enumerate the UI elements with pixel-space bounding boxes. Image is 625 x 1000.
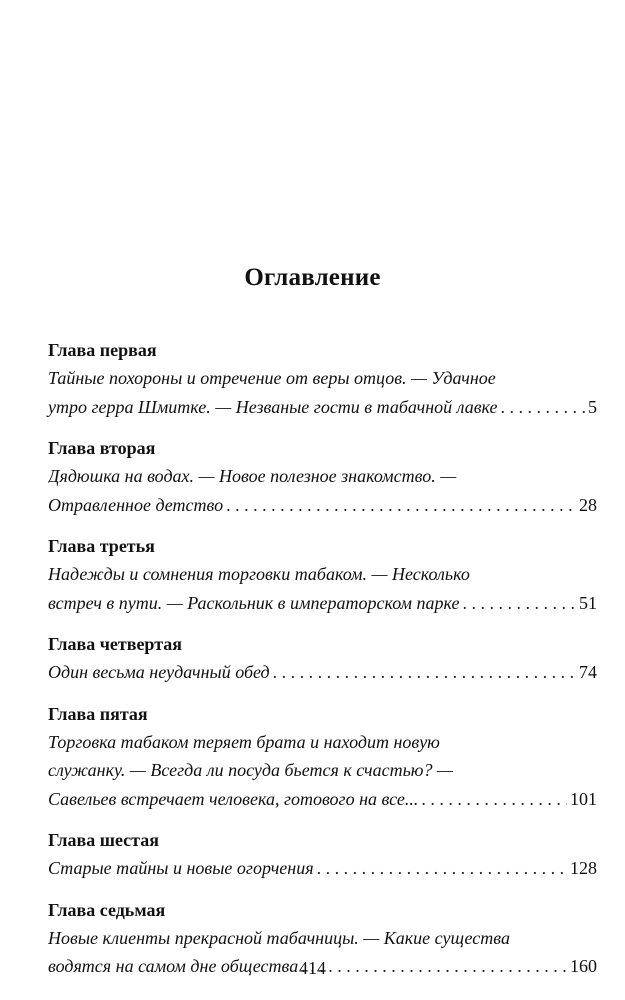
chapter-summary-text: встреч в пути. — Раскольник в императорском парке	[48, 592, 460, 613]
chapter-page-number: 74	[579, 662, 597, 682]
chapter-summary-line: Новые клиенты прекрасной табачницы. — Какие существа	[48, 927, 510, 948]
chapter-summary-text: Савельев встречает человека, готового на все...	[48, 788, 419, 809]
toc-entry-chapter-6	[48, 826, 597, 883]
chapter-heading: Глава вторая	[48, 438, 156, 458]
chapter-page-number: 51	[579, 592, 597, 613]
toc-entry-chapter-5	[48, 700, 597, 814]
chapter-summary-last-line	[48, 854, 597, 883]
chapter-summary-line: Дядюшка на водах. — Новое полезное знакомство. —	[48, 466, 457, 486]
chapter-page-number: 101	[570, 788, 597, 809]
dot-leader	[501, 393, 585, 422]
chapter-summary-text: Отравленное детство	[48, 494, 224, 515]
chapter-heading: Глава шестая	[48, 830, 159, 850]
toc-entry-chapter-3	[48, 532, 597, 617]
chapter-summary-last-line	[48, 589, 597, 618]
chapter-page-number: 28	[579, 494, 597, 515]
chapter-summary-last-line	[48, 785, 597, 814]
chapter-heading: Глава первая	[48, 340, 157, 360]
chapter-heading: Глава третья	[48, 536, 155, 556]
chapter-summary-text: утро герра Шмитке. — Незваные гости в табачной лавке	[48, 396, 498, 417]
chapter-summary-line: служанку. — Всегда ли посуда бьется к счастью? —	[48, 760, 453, 780]
chapter-heading: Глава пятая	[48, 703, 148, 724]
toc-entry-chapter-1	[48, 336, 597, 421]
chapter-page-number: 128	[570, 858, 597, 878]
chapter-summary-text: водятся на самом дне общества	[48, 956, 299, 976]
page-title: Оглавление	[244, 264, 381, 291]
dot-leader	[421, 785, 567, 814]
chapter-page-number: 160	[570, 956, 597, 976]
table-of-contents	[48, 336, 597, 994]
chapter-summary-line: Тайные похороны и отречение от веры отцов. — Удачное	[48, 368, 496, 388]
dot-leader	[273, 658, 576, 687]
chapter-summary-last-line	[48, 491, 597, 520]
toc-entry-chapter-4	[48, 630, 597, 687]
dot-leader	[317, 854, 567, 883]
chapter-summary-text: Один весьма неудачный обед	[48, 662, 270, 682]
toc-entry-chapter-2	[48, 434, 597, 519]
chapter-summary-last-line	[48, 393, 597, 422]
chapter-page-number: 5	[588, 396, 597, 417]
page-number: 414	[299, 958, 326, 978]
chapter-summary-text: Старые тайны и новые огорчения	[48, 858, 314, 878]
dot-leader	[226, 491, 576, 520]
chapter-summary-last-line	[48, 658, 597, 687]
dot-leader	[462, 589, 576, 618]
chapter-summary-line: Торговка табаком теряет брата и находит новую	[48, 731, 440, 752]
chapter-summary-line: Надежды и сомнения торговки табаком. — Несколько	[48, 564, 470, 584]
chapter-heading: Глава седьмая	[48, 899, 166, 920]
chapter-heading: Глава четвертая	[48, 634, 183, 654]
